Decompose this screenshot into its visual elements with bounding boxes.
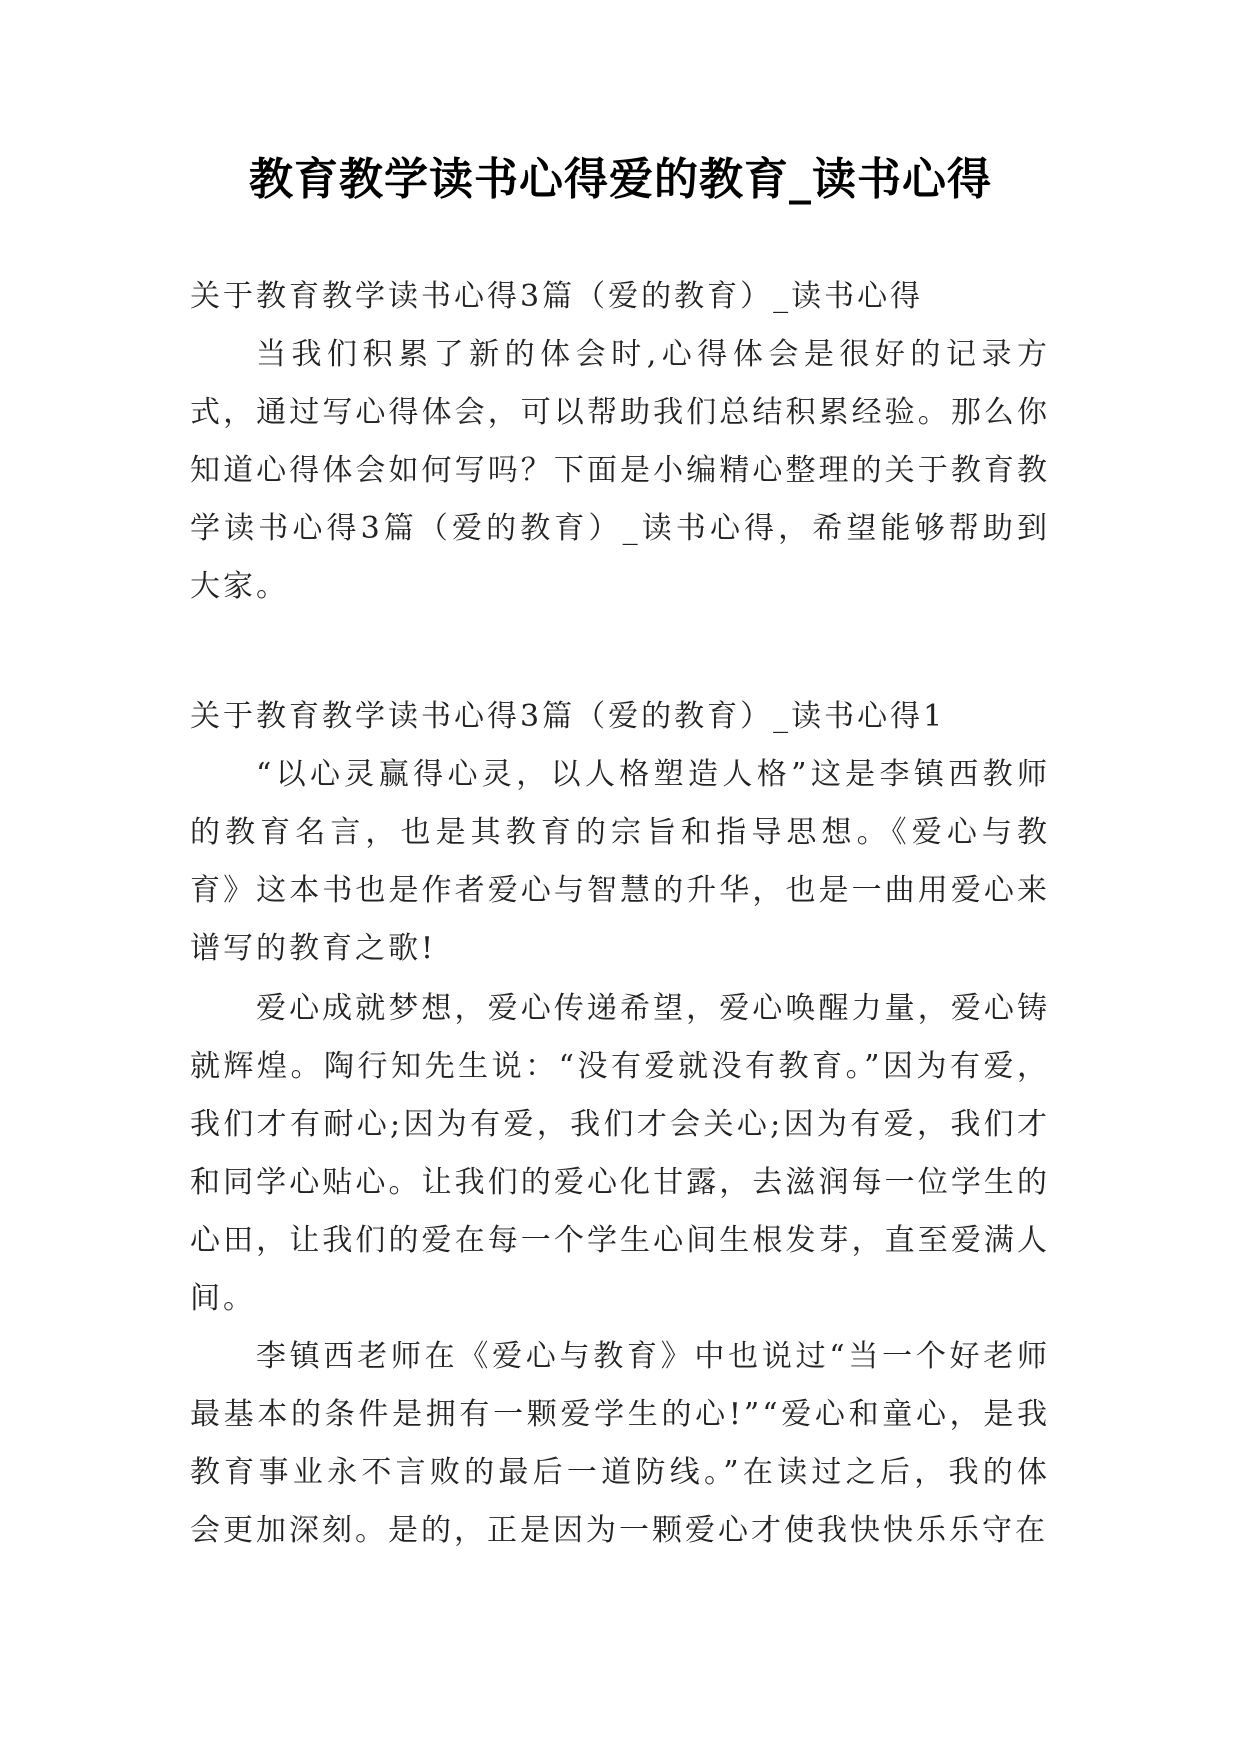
body-paragraph-3: 李镇西老师在《爱心与教育》中也说过“当一个好老师最基本的条件是拥有一颗爱学生的心!”“爱心和童心，是我教育事业永不言败的最后一道防线。”在读过之后，我的体会更加深刻。是的，正是因为一颗爱心才使我快快乐乐守在	[190, 1339, 1050, 1548]
body-paragraph-2: 爱心成就梦想，爱心传递希望，爱心唤醒力量，爱心铸就辉煌。陶行知先生说：“没有爱就没有教育。”因为有爱，我们才有耐心;因为有爱，我们才会关心;因为有爱，我们才和同学心贴心。让我们的爱心化甘露，去滋润每一位学生的心田，让我们的爱在每一个学生心间生根发芽，直至爱满人间。	[190, 991, 1050, 1316]
intro-paragraph: 当我们积累了新的体会时,心得体会是很好的记录方式，通过写心得体会，可以帮助我们总结积累经验。那么你知道心得体会如何写吗？下面是小编精心整理的关于教育教学读书心得3篇（爱的教育）_读书心得，希望能够帮助到大家。	[190, 337, 1050, 604]
section-heading: 关于教育教学读书心得3篇（爱的教育）_读书心得	[190, 279, 924, 314]
body-paragraph-1: “以心灵赢得心灵，以人格塑造人格”这是李镇西教师的教育名言，也是其教育的宗旨和指导思想。《爱心与教育》这本书也是作者爱心与智慧的升华，也是一曲用爱心来谱写的教育之歌!	[190, 757, 1050, 966]
document-title: 教育教学读书心得爱的教育_读书心得	[249, 154, 992, 205]
section-heading-1: 关于教育教学读书心得3篇（爱的教育）_读书心得1	[190, 699, 946, 734]
